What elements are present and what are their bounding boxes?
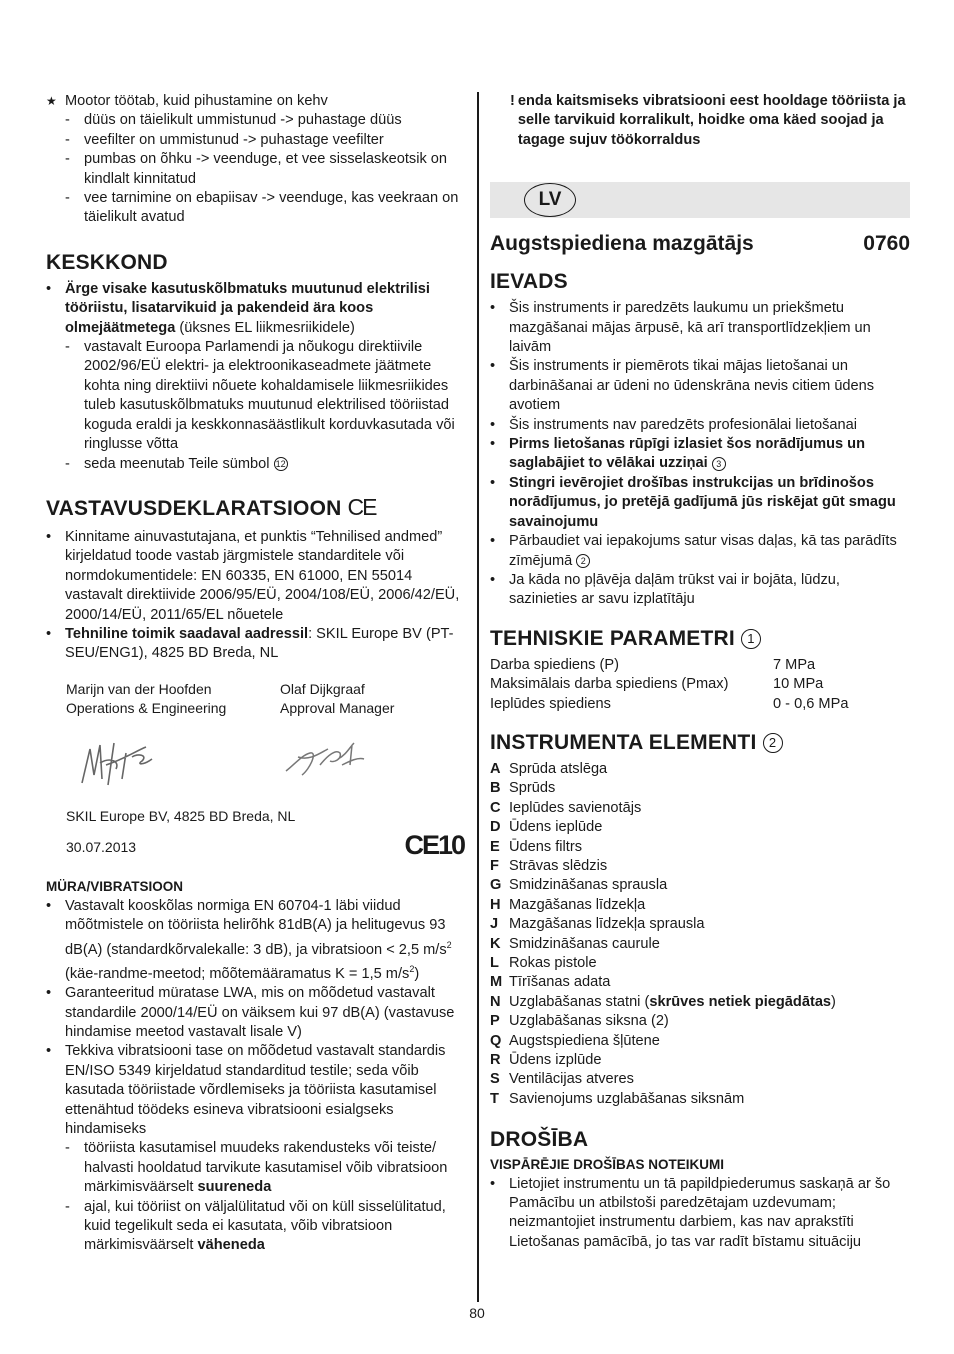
element-label-part: Uzglabāšanas statni ( bbox=[509, 993, 650, 1010]
warning-mark: ! bbox=[510, 93, 515, 109]
element-label bbox=[509, 993, 836, 1012]
figure-ref-badge: 3 bbox=[712, 457, 726, 471]
element-label: Rokas pistole bbox=[509, 955, 597, 971]
element-key: S bbox=[490, 1071, 500, 1088]
element-key: Q bbox=[490, 1032, 502, 1049]
section-title-mura: MÜRA/VIBRATSIOON bbox=[46, 879, 183, 895]
trouble-subitem: - veefilter on ummistunud -> puhastage veefilter bbox=[65, 131, 468, 150]
element-key: M bbox=[490, 974, 503, 991]
intro-item: • Šis instruments ir paredzēts laukumu un priekšmetu mazgāšanai mājas ārpusē, kā arī transportlīdzekļiem un laivām bbox=[490, 299, 910, 357]
signature-2-image bbox=[280, 735, 370, 783]
env-list bbox=[46, 280, 468, 474]
noise-subitem bbox=[65, 1198, 468, 1256]
noise-list bbox=[46, 897, 468, 1256]
intro-item bbox=[490, 474, 910, 532]
env-subitem bbox=[65, 455, 468, 474]
element-item bbox=[490, 799, 910, 818]
decl-item bbox=[46, 625, 468, 664]
noise-text: Tekkiva vibratsiooni tase on mõõdetud vastavalt standardis EN/ISO 5349 kirjeldatud standarditud testile; seda võib kasutada tööriistade võrdlemiseks ja tööriista kasutamisel ettenähtud töödeks esineva vibratsiooni esialgseks hindamiseks bbox=[65, 1043, 446, 1137]
element-key: T bbox=[490, 1090, 499, 1107]
element-label: Uzglabāšanas siksna (2) bbox=[509, 1013, 669, 1030]
param-value: 0 - 0,6 MPa bbox=[773, 695, 849, 712]
declaration-date: 30.07.2013 bbox=[66, 838, 137, 855]
page-number: 80 bbox=[469, 1305, 485, 1321]
param-label: Maksimālais darba spiediens (Pmax) bbox=[490, 676, 729, 693]
signatory-2 bbox=[280, 680, 394, 719]
element-label: Ūdens filtrs bbox=[509, 838, 582, 855]
element-label: Sprūds bbox=[509, 780, 556, 797]
element-key: K bbox=[490, 935, 501, 952]
section-title-elementi bbox=[490, 730, 910, 756]
noise-text: Vastavalt kooskõlas normiga EN 60704-1 läbi viidud mõõtmistele on tööriista helirõhk 81dB(A) ja helitugevus 93 dB(A) (standardkõrvalekalle: 3 dB), ja vibratsioon < 2,5 m/s bbox=[65, 897, 447, 958]
product-title-row bbox=[490, 231, 910, 257]
element-key: R bbox=[490, 1052, 501, 1069]
section-title-tehniskie bbox=[490, 626, 910, 652]
noise-item bbox=[46, 1042, 468, 1255]
superscript: 2 bbox=[446, 939, 452, 950]
trouble-subitem: - pumbas on õhku -> veenduge, et vee sisselaskeotsik on kindlalt kinnitatud bbox=[65, 150, 468, 189]
section-title-drosiba: DROŠĪBA bbox=[490, 1128, 589, 1152]
env-subitem: - vastavalt Euroopa Parlamendi ja nõukogu direktiivile 2002/96/EÜ elektri- ja elektroonikaseadmete jäätmete kohta ning direktiivi nõuete kohaldamisele liikmesriikides tuleb kasutuskõlbmatuks muutunud elektrilised tööriistad koguda eraldi ja keskkonnasäästlikult korduvkasutada või ringlusse võtta bbox=[65, 338, 468, 454]
element-label: Ieplūdes savienotājs bbox=[509, 799, 642, 816]
signatory-1 bbox=[66, 680, 280, 719]
env-bold-text: Ärge visake kasutuskõlbmatuks muutunud elektrilisi tööriistu, lisatarvikuid ja pakendeid ära koos olmejäätmetega bbox=[65, 280, 430, 336]
left-column bbox=[46, 92, 468, 1256]
element-label: Mazgāšanas līdzekļa sprausla bbox=[509, 916, 705, 933]
safety-item: • Lietojiet instrumentu un tā papildpiederumus saskaņā ar šo Pamācību un atbilstoši paredzētajam uzdevumam; neizmantojiet instrumentu darbiem, kas nav aprakstīti Lietošanas pamācībā, jo tas var radīt bīstamu situāciju bbox=[490, 1175, 910, 1253]
figure-ref-badge: 2 bbox=[576, 554, 590, 568]
element-item bbox=[490, 935, 910, 954]
tech-params-table bbox=[490, 656, 910, 714]
noise-subitem bbox=[65, 1139, 468, 1197]
intro-item: • Šis instruments ir piemērots tikai mājas lietošanai un darbināšanai ar ūdeni no ūdenskrāna nevis citiem ūdens avotiem bbox=[490, 357, 910, 415]
figure-ref-badge: 1 bbox=[741, 629, 761, 649]
noise-item bbox=[46, 897, 468, 984]
intro-item bbox=[490, 435, 910, 474]
intro-item: • Ja kāda no pļāvēja daļām trūkst vai ir bojāta, lūdzu, sazinieties ar savu izplatītāju bbox=[490, 571, 910, 610]
element-key: L bbox=[490, 955, 499, 971]
element-item bbox=[490, 876, 910, 895]
element-item bbox=[490, 818, 910, 837]
trouble-heading: Mootor töötab, kuid pihustamine on kehv bbox=[65, 93, 328, 109]
signature-images bbox=[76, 735, 468, 791]
intro-item: • Šis instruments nav paredzēts profesionālai lietošanai bbox=[490, 416, 910, 435]
element-item bbox=[490, 1012, 910, 1031]
intro-text: Pārbaudiet vai iepakojums satur visas daļas, kā tas parādīts zīmējumā bbox=[509, 533, 897, 569]
element-item bbox=[490, 857, 910, 876]
section-title-vastavusdeklaratsioon bbox=[46, 494, 468, 522]
element-label: Smidzināšanas sprausla bbox=[509, 877, 668, 894]
element-label: Smidzināšanas caurule bbox=[509, 935, 660, 952]
noise-item: • Garanteeritud müratase LWA, mis on mõõdetud vastavalt standardile 2000/14/EÜ on väiksem kui 97 dB(A) (vastavuse hindamise meetod vastavalt lisale V) bbox=[46, 984, 468, 1042]
noise-sublist bbox=[65, 1139, 468, 1255]
element-item bbox=[490, 1090, 910, 1109]
noise-bold: suureneda bbox=[197, 1179, 272, 1196]
element-label: Savienojums uzglabāšanas siksnām bbox=[509, 1090, 745, 1107]
warning-text: enda kaitsmiseks vibratsiooni eest hooldage tööriista ja selle tarvikuid korralikult, hoidke oma käed soojad ja tagage sujuv töökorraldus bbox=[517, 93, 906, 148]
intro-list bbox=[490, 299, 910, 610]
env-item bbox=[46, 280, 468, 474]
element-item bbox=[490, 1070, 910, 1089]
env-tail-text: (üksnes EL liikmesriikidele) bbox=[175, 319, 355, 336]
element-label: Augstspiediena šļūtene bbox=[509, 1032, 660, 1049]
date-row bbox=[66, 829, 464, 860]
element-item bbox=[490, 760, 910, 779]
element-item bbox=[490, 1032, 910, 1051]
figure-ref-badge: 2 bbox=[763, 733, 783, 753]
noise-text: tööriista kasutamisel muudeks rakendusteks või teiste/ halvasti hooldatud tarvikute kasutamisel võib vibratsioon märkimisväärselt bbox=[84, 1140, 448, 1196]
tech-title-text: TEHNISKIE PARAMETRI bbox=[490, 626, 741, 650]
element-key: D bbox=[490, 819, 501, 836]
decl-tail-text: : SKIL Europe BV (PT-SEU/ENG1), 4825 BD Breda, NL bbox=[65, 625, 454, 662]
section-title-keskkond: KESKKOND bbox=[46, 250, 168, 274]
element-label-bold: skrūves netiek piegādātas bbox=[649, 993, 832, 1010]
signatory-name: Olaf Dijkgraaf bbox=[280, 680, 365, 697]
decl-bold-text: Tehniline toimik saadaval aadressil bbox=[65, 625, 309, 642]
noise-text: ) bbox=[414, 965, 420, 982]
intro-bold: Stingri ievērojiet drošības instrukcijas un brīdinošos norādījumus, jo pretējā gadījumā jūs riskējat gūt smagu savainojumu bbox=[509, 474, 896, 530]
product-model: 0760 bbox=[863, 232, 910, 256]
element-label: Mazgāšanas līdzekļa bbox=[509, 896, 646, 913]
element-item bbox=[490, 896, 910, 915]
signatory-role: Operations & Engineering bbox=[66, 700, 227, 717]
ce-mark: CE bbox=[347, 493, 376, 520]
ce10-mark: CE10 bbox=[404, 829, 464, 860]
trouble-subitem: - vee tarnimine on ebapiisav -> veenduge, kas veekraan on täielikult avatud bbox=[65, 189, 468, 228]
element-item bbox=[490, 779, 910, 798]
env-sublist bbox=[65, 338, 468, 474]
elements-list bbox=[490, 760, 910, 1109]
section-title-ievads: IEVADS bbox=[490, 270, 568, 294]
element-item bbox=[490, 993, 910, 1012]
troubleshooting-list bbox=[46, 92, 468, 228]
decl-list bbox=[46, 528, 468, 664]
intro-bold: Pirms lietošanas rūpīgi izlasiet šos norādījumus un saglabājiet to vēlākai uzziņai bbox=[509, 436, 866, 472]
trouble-subitem: - düüs on täielikult ummistunud -> puhastage düüs bbox=[65, 111, 468, 130]
symbol-ref-badge: 12 bbox=[275, 458, 286, 469]
signatory-name: Marijn van der Hoofden bbox=[66, 680, 212, 697]
column-divider bbox=[477, 92, 479, 1302]
element-key: A bbox=[490, 760, 501, 777]
company-address: SKIL Europe BV, 4825 BD Breda, NL bbox=[66, 807, 296, 824]
element-label: Tīrīšanas adata bbox=[509, 974, 611, 991]
env-symbol-text: seda meenutab Teile sümbol bbox=[84, 455, 274, 472]
element-key: C bbox=[490, 799, 501, 816]
decl-title-text: VASTAVUSDEKLARATSIOON bbox=[46, 496, 348, 520]
signature-1-image bbox=[76, 735, 166, 791]
element-item bbox=[490, 973, 910, 992]
subsection-title: VISPĀRĒJIE DROŠĪBAS NOTEIKUMI bbox=[490, 1157, 725, 1173]
param-value: 10 MPa bbox=[773, 676, 824, 693]
element-label-part: ) bbox=[831, 993, 836, 1010]
language-bar bbox=[490, 182, 910, 218]
safety-list bbox=[490, 1175, 910, 1253]
element-item bbox=[490, 915, 910, 934]
element-label: Ūdens ieplūde bbox=[509, 819, 603, 836]
noise-bold: väheneda bbox=[197, 1237, 265, 1254]
trouble-item bbox=[46, 92, 468, 228]
vibration-warning bbox=[490, 92, 910, 150]
element-key: G bbox=[490, 877, 502, 894]
element-key: B bbox=[490, 780, 501, 797]
language-badge: LV bbox=[524, 183, 576, 217]
noise-text: ajal, kui tööriist on väljalülitatud või on küll sisselülitatud, kuid tegelikult seda ei kasutata, võib vibratsioon märkimisväärselt bbox=[84, 1198, 446, 1254]
superscript: 2 bbox=[409, 963, 415, 974]
trouble-sublist bbox=[65, 111, 468, 227]
element-key: N bbox=[490, 993, 501, 1010]
signatory-role: Approval Manager bbox=[280, 700, 395, 717]
element-label: Ūdens izplūde bbox=[509, 1052, 602, 1069]
decl-item: • Kinnitame ainuvastutajana, et punktis “Tehnilised andmed” kirjeldatud toode vastab järgmistele standarditele või normdokumentidele: EN 60335, EN 61000, EN 55014 vastavalt direktiivide 2006/95/EÜ, 2004/108/EÜ, 2006/42/EÜ, 2000/14/EÜ, 2011/65/EL nõuetele bbox=[46, 528, 468, 625]
noise-text: (käe-randme-meetod; mõõtemääramatus K = 1,5 m/s bbox=[65, 965, 410, 982]
element-label: Sprūda atslēga bbox=[509, 760, 608, 777]
elements-title-text: INSTRUMENTA ELEMENTI bbox=[490, 730, 763, 754]
element-key: F bbox=[490, 857, 499, 874]
signatories bbox=[66, 680, 468, 719]
element-label: Ventilācijas atveres bbox=[509, 1071, 634, 1088]
element-key: J bbox=[490, 916, 499, 933]
intro-item bbox=[490, 532, 910, 571]
right-column bbox=[490, 92, 910, 1252]
param-label: Darba spiediens (P) bbox=[490, 656, 619, 673]
element-item bbox=[490, 954, 910, 973]
element-key: E bbox=[490, 838, 500, 855]
element-label: Strāvas slēdzis bbox=[509, 857, 608, 874]
product-title: Augstspiediena mazgātājs bbox=[490, 232, 754, 256]
param-label: Ieplūdes spiediens bbox=[490, 695, 611, 712]
element-key: H bbox=[490, 896, 501, 913]
element-key: P bbox=[490, 1013, 500, 1030]
param-value: 7 MPa bbox=[773, 656, 816, 673]
element-item bbox=[490, 1051, 910, 1070]
element-item bbox=[490, 838, 910, 857]
